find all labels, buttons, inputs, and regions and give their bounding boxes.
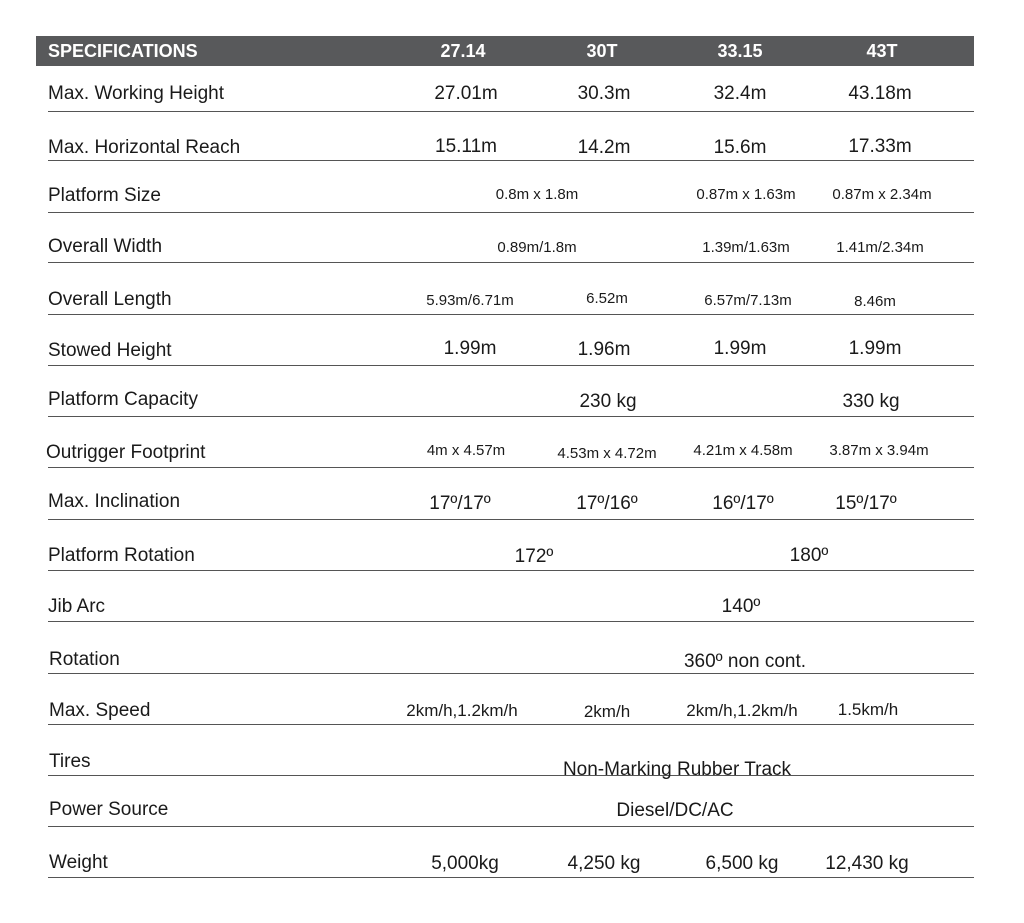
cell-value: 1.96m	[577, 339, 631, 360]
cell-value: 230 kg	[579, 391, 637, 412]
cell-value: 330 kg	[842, 391, 900, 412]
cell-value: 172º	[514, 546, 554, 567]
row-label-max-speed: Max. Speed	[49, 700, 151, 721]
row-divider	[48, 570, 974, 571]
row-divider	[48, 314, 974, 315]
cell-value: 1.41m/2.34m	[836, 239, 924, 256]
cell-value: 15.6m	[713, 137, 767, 158]
cell-value: 0.89m/1.8m	[497, 239, 577, 256]
row-divider	[48, 416, 974, 417]
cell-value: 1.99m	[848, 338, 902, 359]
cell-value: 17.33m	[848, 136, 912, 157]
cell-value: 2km/h,1.2km/h	[686, 701, 798, 720]
cell-value: 0.87m x 2.34m	[832, 186, 932, 203]
row-label-weight: Weight	[49, 852, 108, 873]
cell-value: 32.4m	[713, 83, 767, 104]
cell-value: 16º/17º	[712, 493, 774, 514]
model-30t-header: 30T	[586, 41, 618, 61]
cell-value: 0.87m x 1.63m	[696, 186, 796, 203]
model-27-14-header: 27.14	[440, 41, 486, 61]
model-33-15-header: 33.15	[717, 41, 763, 61]
row-label-platform-size: Platform Size	[48, 185, 161, 206]
cell-value: 180º	[789, 545, 829, 566]
cell-value: 27.01m	[434, 83, 498, 104]
cell-value: 4,250 kg	[567, 853, 641, 874]
row-divider	[48, 621, 974, 622]
cell-value: 6.57m/7.13m	[704, 292, 792, 309]
cell-value: 5.93m/6.71m	[426, 292, 514, 309]
row-divider	[48, 365, 974, 366]
cell-value: Non-Marking Rubber Track	[562, 759, 792, 780]
cell-value: 2km/h,1.2km/h	[406, 701, 518, 720]
cell-value: 6,500 kg	[705, 853, 779, 874]
cell-value: 1.99m	[443, 338, 497, 359]
cell-value: 4m x 4.57m	[426, 442, 506, 459]
cell-value: 4.21m x 4.58m	[693, 442, 793, 459]
row-divider	[48, 826, 974, 827]
cell-value: 14.2m	[577, 137, 631, 158]
row-divider	[48, 212, 974, 213]
row-label-tires: Tires	[49, 751, 91, 772]
row-label-max-inclination: Max. Inclination	[48, 491, 181, 512]
row-divider	[48, 877, 974, 878]
row-divider	[48, 775, 974, 776]
row-label-platform-capacity: Platform Capacity	[48, 389, 198, 410]
cell-value: 140º	[721, 596, 761, 617]
model-43t-header: 43T	[866, 41, 898, 61]
cell-value: 1.5km/h	[837, 700, 899, 719]
row-label-rotation: Rotation	[49, 649, 120, 670]
row-divider	[48, 160, 974, 161]
cell-value: 2km/h	[583, 702, 631, 721]
cell-value: 15.11m	[435, 136, 497, 157]
row-label-jib-arc: Jib Arc	[48, 596, 106, 617]
cell-value: 0.8m x 1.8m	[495, 186, 579, 203]
cell-value: 6.52m	[586, 290, 628, 307]
spec-table-header	[36, 36, 974, 66]
cell-value: 43.18m	[848, 83, 912, 104]
row-label-power-source: Power Source	[49, 799, 169, 820]
cell-value: 17º/17º	[429, 493, 491, 514]
row-divider	[48, 111, 974, 112]
cell-value: Diesel/DC/AC	[616, 800, 734, 821]
row-label-platform-rotation: Platform Rotation	[48, 545, 195, 566]
row-divider	[48, 519, 974, 520]
cell-value: 5,000kg	[431, 853, 499, 874]
header-title: SPECIFICATIONS	[48, 41, 198, 61]
cell-value: 15º/17º	[835, 493, 897, 514]
cell-value: 1.39m/1.63m	[702, 239, 790, 256]
cell-value: 360º non cont.	[683, 651, 807, 672]
cell-value: 4.53m x 4.72m	[557, 445, 657, 462]
row-label-max-working-height: Max. Working Height	[48, 83, 224, 104]
row-label-stowed-height: Stowed Height	[48, 340, 172, 361]
row-label-max-horizontal-reach: Max. Horizontal Reach	[48, 137, 241, 158]
cell-value: 17º/16º	[576, 493, 638, 514]
row-divider	[48, 724, 974, 725]
cell-value: 30.3m	[577, 83, 631, 104]
cell-value: 12,430 kg	[825, 853, 909, 874]
row-label-overall-width: Overall Width	[48, 236, 163, 257]
row-label-overall-length: Overall Length	[48, 289, 172, 310]
cell-value: 1.99m	[713, 338, 767, 359]
row-divider	[48, 673, 974, 674]
row-divider	[48, 262, 974, 263]
row-divider	[48, 467, 974, 468]
row-label-outrigger-footprint: Outrigger Footprint	[46, 442, 206, 463]
cell-value: 8.46m	[854, 293, 896, 310]
cell-value: 3.87m x 3.94m	[829, 442, 929, 459]
